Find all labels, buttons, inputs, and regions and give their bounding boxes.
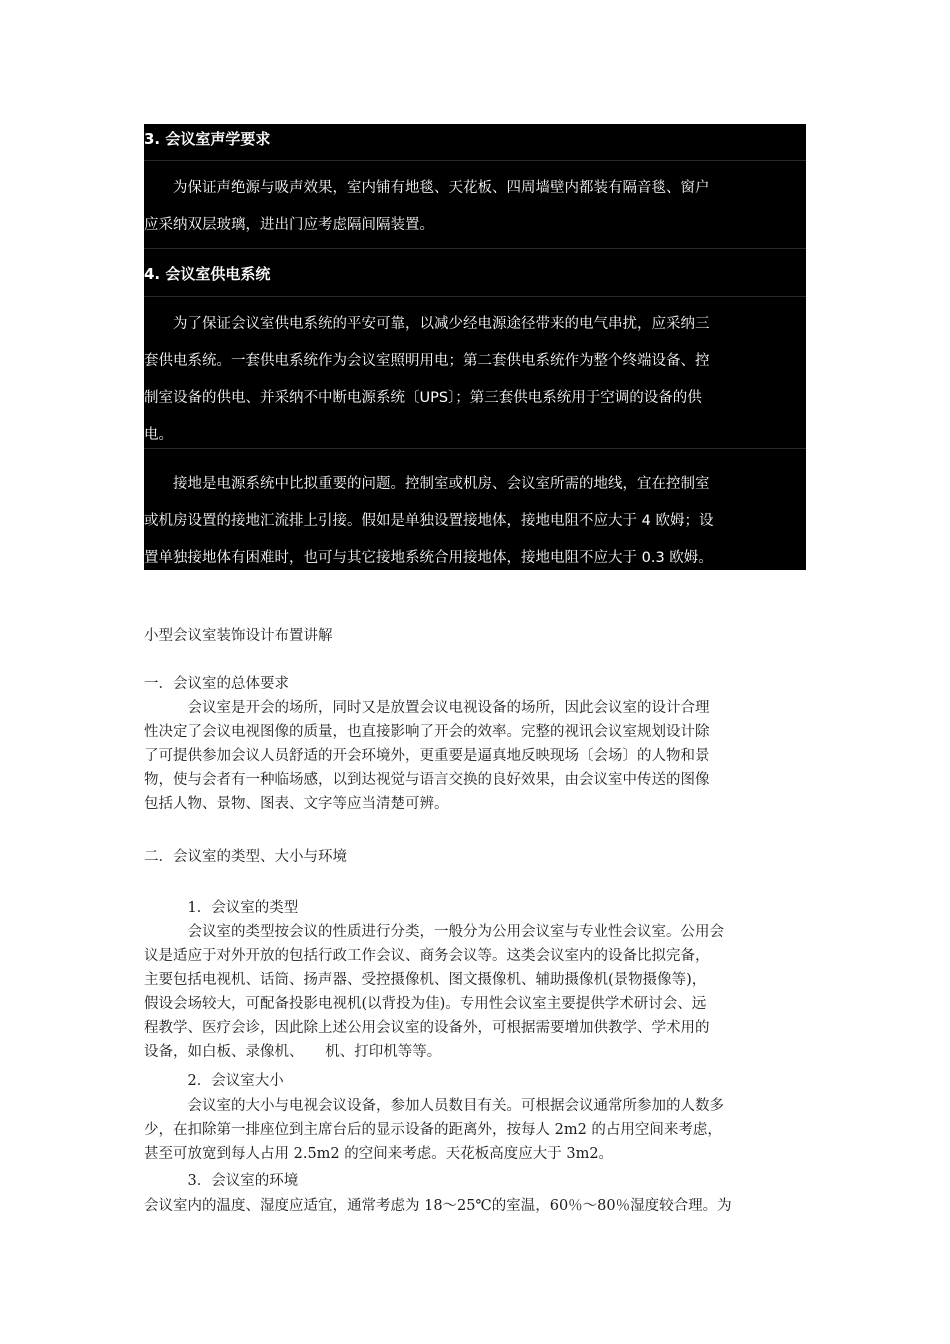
paragraph-line: 为了保证会议室供电系统的平安可靠，以减少经电源途径带来的电气串扰，应采纳三	[144, 316, 710, 332]
subsection-heading: 2．会议室大小	[144, 1073, 284, 1089]
paragraph-line: 会议室是开会的场所，同时又是放置会议电视设备的场所，因此会议室的设计合理	[144, 700, 710, 716]
paragraph-line: 电。	[144, 427, 173, 443]
paragraph-line: 假设会场较大，可配备投影电视机(以背投为佳)。专用性会议室主要提供学术研讨会、远	[144, 996, 707, 1012]
subsection-heading: 3．会议室的环境	[144, 1173, 299, 1189]
subsection-heading: 1．会议室的类型	[144, 900, 299, 916]
paragraph-line: 性决定了会议电视图像的质量，也直接影响了开会的效率。完整的视讯会议室规划设计除	[144, 724, 710, 740]
paragraph-line: 或机房设置的接地汇流排上引接。假如是单独设置接地体，接地电阻不应大于 4 欧姆；设	[144, 513, 714, 529]
section-heading: 一．会议室的总体要求	[144, 676, 289, 692]
section-heading-acoustics: 3. 会议室声学要求	[144, 130, 271, 148]
document-title: 小型会议室装饰设计布置讲解	[144, 628, 333, 644]
paragraph-line: 应采纳双层玻璃，进出门应考虑隔间隔装置。	[144, 217, 434, 233]
paragraph-line: 物，使与会者有一种临场感，以到达视觉与语言交换的良好效果，由会议室中传送的图像	[144, 772, 710, 788]
paragraph-line: 会议室内的温度、湿度应适宜，通常考虑为 18～25℃的室温，60％～80％湿度较合理。为	[144, 1198, 732, 1214]
paragraph-line: 议是适应于对外开放的包括行政工作会议、商务会议等。这类会议室内的设备比拟完备，	[144, 948, 710, 964]
paragraph-line: 程教学、医疗会诊，因此除上述公用会议室的设备外，可根据需要增加供教学、学术用的	[144, 1020, 710, 1036]
section-heading: 二．会议室的类型、大小与环境	[144, 849, 347, 865]
paragraph-line: 设备，如白板、录像机、 机、打印机等等。	[144, 1044, 442, 1060]
paragraph-line: 甚至可放宽到每人占用 2.5m2 的空间来考虑。天花板高度应大于 3m2。	[144, 1146, 614, 1162]
paragraph-line: 制室设备的供电、并采纳不中断电源系统〔UPS〕；第三套供电系统用于空调的设备的供	[144, 390, 702, 406]
paragraph-line: 会议室的类型按会议的性质进行分类，一般分为公用会议室与专业性会议室。公用会	[144, 924, 724, 940]
section-heading-power: 4. 会议室供电系统	[144, 265, 271, 283]
paragraph-line: 会议室的大小与电视会议设备，参加人员数目有关。可根据会议通常所参加的人数多	[144, 1098, 724, 1114]
paragraph-line: 了可提供参加会议人员舒适的开会环境外，更重要是逼真地反映现场〔会场〕的人物和景	[144, 748, 710, 764]
paragraph-line: 少，在扣除第一排座位到主席台后的显示设备的距离外，按每人 2m2 的占用空间来考虑，	[144, 1122, 722, 1138]
paragraph-line: 置单独接地体有困难时，也可与其它接地系统合用接地体，接地电阻不应大于 0.3 欧姆。	[144, 550, 713, 566]
paragraph-line: 包括人物、景物、图表、文字等应当清楚可辨。	[144, 796, 449, 812]
paragraph-line: 接地是电源系统中比拟重要的问题。控制室或机房、会议室所需的地线，宜在控制室	[144, 476, 710, 492]
paragraph-line: 为保证声绝源与吸声效果，室内铺有地毯、天花板、四周墙壁内都装有隔音毯、窗户	[144, 180, 710, 196]
paragraph-line: 主要包括电视机、话筒、扬声器、受控摄像机、图文摄像机、辅助摄像机(景物摄像等)，	[144, 972, 707, 988]
paragraph-line: 套供电系统。一套供电系统作为会议室照明用电；第二套供电系统作为整个终端设备、控	[144, 353, 710, 369]
dark-section	[144, 124, 806, 570]
